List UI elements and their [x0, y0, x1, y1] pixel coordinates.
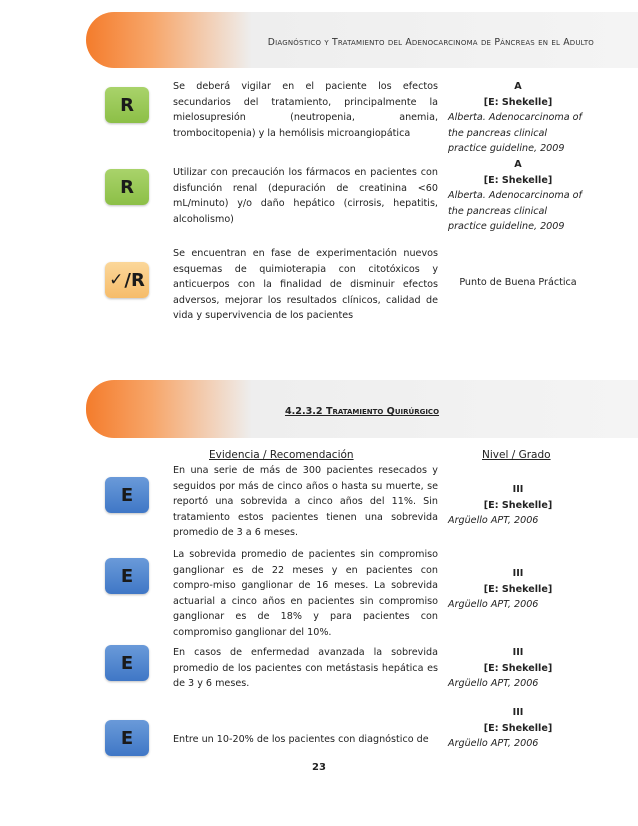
grade-cell [448, 566, 588, 613]
evidence-text: En casos de enfermedad avanzada la sobrevida promedio de los pacientes con metástasis hepática es de 3 y 6 meses. [173, 647, 438, 690]
grade-source: Alberta. Adenocarcinoma of the pancreas clinical practice guideline, 2009 [448, 112, 582, 155]
evidence-badge: E [105, 558, 149, 594]
grade-cell [448, 705, 588, 752]
recommendation-text: Utilizar con precaución los fármacos en pacientes con disfunción renal (depuración de creatinina <60 mL/minuto) y/o daño hepático (cirrosis, hepatitis, alcoholismo) [173, 167, 438, 225]
grade-cell [448, 157, 588, 235]
evidence-text: La sobrevida promedio de pacientes sin compromiso ganglionar es de 22 meses y en pacientes con compro-miso ganglionar de 16 meses. La sobrevida actuarial a cinco años en pacientes sin compromiso ganglionar es de 18% y para pacientes con compromiso ganglionar del 10%. [173, 549, 438, 638]
recommendation-text: Se encuentran en fase de experimentación nuevos esquemas de quimioterapia con citotóxicos y anticuerpos con la finalidad de disminuir efectos adversos, mejorar los resultados clínicos, calidad de vida y supervivencia de los pacientes [173, 248, 438, 322]
grade-cell [448, 482, 588, 529]
recommendation-badge: R [105, 87, 149, 123]
grade-cell [448, 645, 588, 692]
grade-source: Argüello APT, 2006 [448, 599, 539, 611]
good-practice-badge: ✓ /R [105, 262, 149, 298]
grade-level: III [512, 484, 524, 495]
page-number: 23 [312, 762, 326, 773]
evidence-badge: E [105, 720, 149, 756]
grade-scale: [E: Shekelle] [483, 583, 553, 595]
grade-cell [448, 275, 588, 291]
section-title: 4.2.3.2 Tratamiento Quirúrgico [284, 406, 440, 417]
evidence-text: En una serie de más de 300 pacientes resecados y seguidos por más de cinco años o hasta su muerte, se reportó una sobrevida a cinco años del 11%. Sin tratamiento estos pacientes tienen una sobrevida promedio de 3 a 6 meses. [173, 465, 438, 539]
grade-source: Argüello APT, 2006 [448, 678, 539, 690]
recommendation-badge: R [105, 169, 149, 205]
grade-source: Argüello APT, 2006 [448, 738, 539, 750]
grade-level: III [512, 568, 524, 579]
document-title: Diagnóstico y Tratamiento del Adenocarcinoma de Páncreas en el Adulto [267, 37, 594, 48]
evidence-badge: E [105, 477, 149, 513]
recommendation-text: Se deberá vigilar en el paciente los efectos secundarios del tratamiento, principalmente la mielosupresión (neutropenia, anemia, trombocitopenia) y la hemólisis microangiopática [173, 81, 438, 139]
grade-level: A [514, 81, 522, 92]
grade-scale: [E: Shekelle] [483, 96, 553, 108]
grade-level: III [512, 647, 524, 658]
column-header-level: Nivel / Grado [482, 449, 551, 461]
evidence-text: Entre un 10-20% de los pacientes con diagnóstico de [173, 734, 429, 745]
check-icon: ✓ [109, 270, 124, 290]
grade-scale: [E: Shekelle] [483, 174, 553, 186]
grade-scale: [E: Shekelle] [483, 499, 553, 511]
grade-scale: [E: Shekelle] [483, 722, 553, 734]
grade-level: III [512, 707, 524, 718]
grade-cell [448, 79, 588, 157]
evidence-badge: E [105, 645, 149, 681]
grade-scale: [E: Shekelle] [483, 662, 553, 674]
good-practice-label: Punto de Buena Práctica [459, 277, 577, 288]
grade-source: Argüello APT, 2006 [448, 515, 539, 527]
grade-source: Alberta. Adenocarcinoma of the pancreas clinical practice guideline, 2009 [448, 190, 582, 233]
column-header-evidence: Evidencia / Recomendación [209, 449, 354, 461]
grade-level: A [514, 159, 522, 170]
